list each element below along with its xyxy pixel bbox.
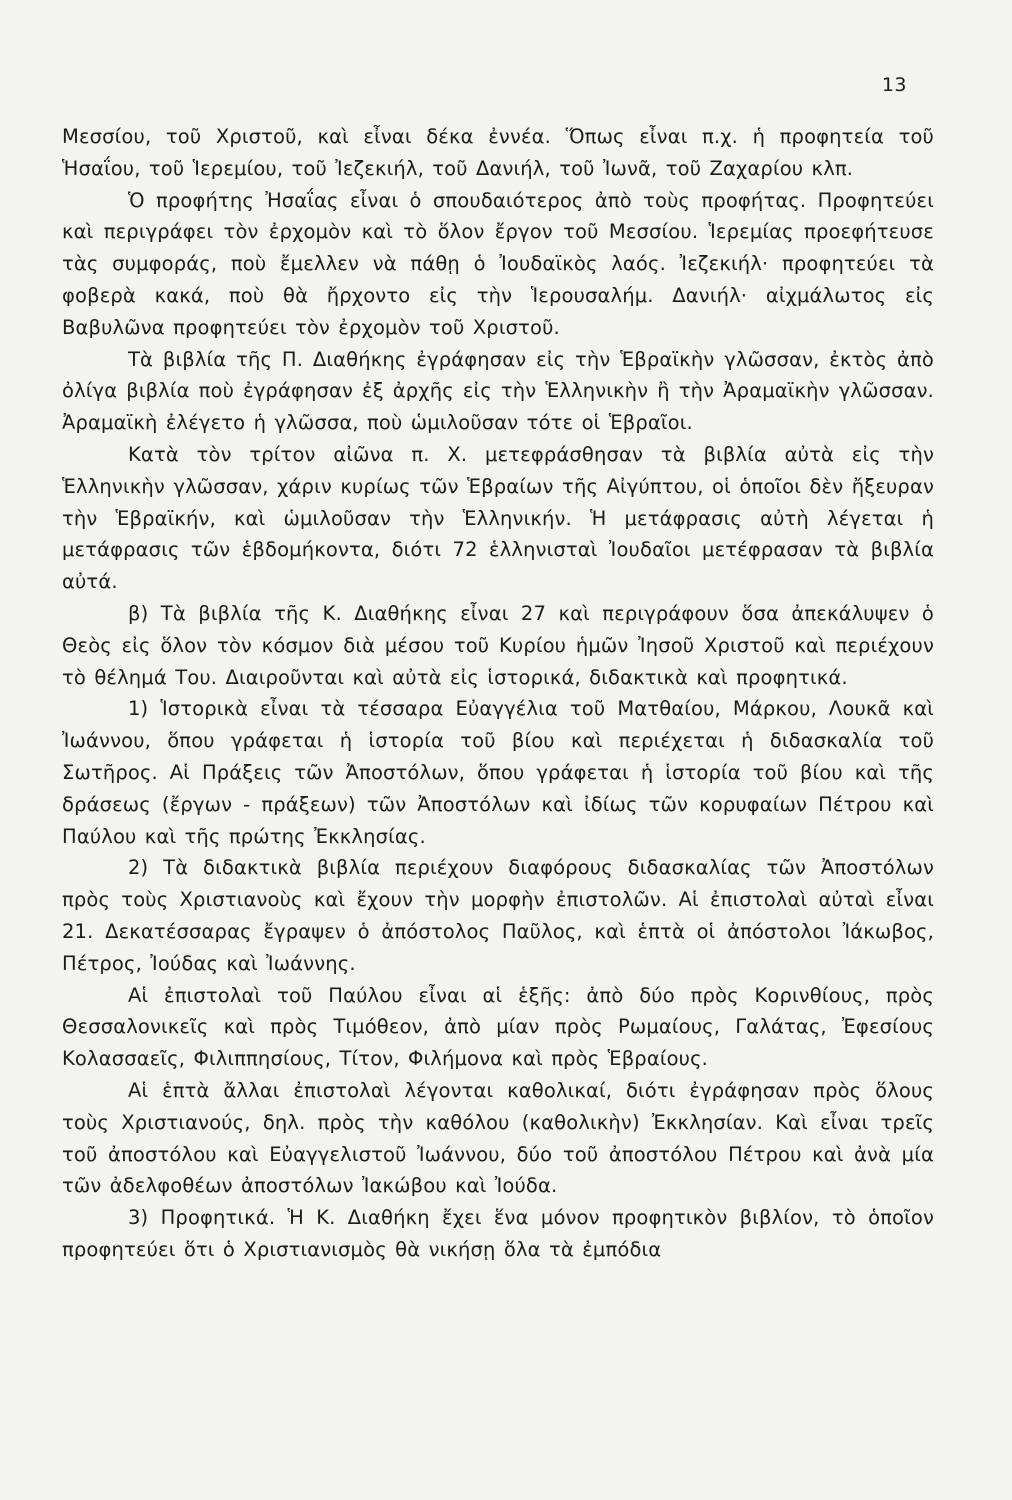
page-number: 13 xyxy=(881,74,907,96)
paragraph: 3) Προφητικά. Ἡ Κ. Διαθήκη ἔχει ἕνα μόνον προφητικὸν βιβλίον, τὸ ὁποῖον προφητεύει ὅτι ὁ Χριστιανισμὸς θὰ νικήσῃ ὅλα τὰ ἐμπόδια xyxy=(62,1206,934,1261)
paragraph: Αἱ ἑπτὰ ἄλλαι ἐπιστολαὶ λέγονται καθολικαί, διότι ἐγράφησαν πρὸς ὅλους τοὺς Χριστιανούς, δηλ. πρὸς τὴν καθόλου (καθολικὴν) Ἐκκλησίαν. Καὶ εἶναι τρεῖς τοῦ ἀποστόλου καὶ Εὐαγγελιστοῦ Ἰωάννου, δύο τοῦ ἀποστόλου Πέτρου καὶ ἀνὰ μία τῶν ἀδελφοθέων ἀποστόλων Ἰακώβου καὶ Ἰούδα. xyxy=(62,1078,934,1198)
paragraph: Τὰ βιβλία τῆς Π. Διαθήκης ἐγράφησαν εἰς τὴν Ἑβραϊκὴν γλῶσσαν, ἐκτὸς ἀπὸ ὀλίγα βιβλία ποὺ ἐγράφησαν ἐξ ἀρχῆς εἰς τὴν Ἑλληνικὴν ἢ τὴν Ἀραμαϊκὴν γλῶσσαν. Ἀραμαϊκὴ ἐλέγετο ἡ γλῶσσα, ποὺ ὡμιλοῦσαν τότε οἱ Ἑβραῖοι. xyxy=(62,347,934,435)
body-text xyxy=(62,121,934,1266)
paragraph: Ὁ προφήτης Ἠσαΐας εἶναι ὁ σπουδαιότερος ἀπὸ τοὺς προφήτας. Προφητεύει καὶ περιγράφει τὸν ἐρχομὸν καὶ τὸ ὅλον ἔργον τοῦ Μεσσίου. Ἱερεμίας προεφήτευσε τὰς συμφοράς, ποὺ ἔμελλεν νὰ πάθῃ ὁ Ἰουδαϊκὸς λαός. Ἰεζεκιήλ· προφητεύει τὰ φοβερὰ κακά, ποὺ θὰ ἤρχοντο εἰς τὴν Ἱερουσαλήμ. Δανιήλ· αἰχμάλωτος εἰς Βαβυλῶνα προφητεύει τὸν ἐρχομὸν τοῦ Χριστοῦ. xyxy=(62,188,934,339)
paragraph: 1) Ἱστορικὰ εἶναι τὰ τέσσαρα Εὐαγγέλια τοῦ Ματθαίου, Μάρκου, Λουκᾶ καὶ Ἰωάννου, ὅπου γράφεται ἡ ἱστορία τοῦ βίου καὶ περιέχεται ἡ διδασκαλία τοῦ Σωτῆρος. Αἱ Πράξεις τῶν Ἀποστόλων, ὅπου γράφεται ἡ ἱστορία τοῦ βίου καὶ τῆς δράσεως (ἔργων - πράξεων) τῶν Ἀποστόλων καὶ ἰδίως τῶν κορυφαίων Πέτρου καὶ Παύλου καὶ τῆς πρώτης Ἐκκλησίας. xyxy=(62,697,934,848)
paragraph: 2) Τὰ διδακτικὰ βιβλία περιέχουν διαφόρους διδασκαλίας τῶν Ἀποστόλων πρὸς τοὺς Χριστιανοὺς καὶ ἔχουν τὴν μορφὴν ἐπιστολῶν. Αἱ ἐπιστολαὶ αὐταὶ εἶναι 21. Δεκατέσσαρας ἔγραψεν ὁ ἀπόστολος Παῦλος, καὶ ἑπτὰ οἱ ἀπόστολοι Ἰάκωβος, Πέτρος, Ἰούδας καὶ Ἰωάννης. xyxy=(62,856,934,975)
paragraph: Κατὰ τὸν τρίτον αἰῶνα π. Χ. μετεφράσθησαν τὰ βιβλία αὐτὰ εἰς τὴν Ἑλληνικὴν γλῶσσαν, χάριν κυρίως τῶν Ἑβραίων τῆς Αἰγύπτου, οἱ ὁποῖοι δὲν ἤξευραν τὴν Ἑβραϊκήν, καὶ ὡμιλοῦσαν τὴν Ἑλληνικήν. Ἡ μετάφρασις αὐτὴ λέγεται ἡ μετάφρασις τῶν ἑβδομήκοντα, διότι 72 ἑλληνισταὶ Ἰουδαῖοι μετέφρασαν τὰ βιβλία αὐτά. xyxy=(62,442,934,594)
paragraph: Μεσσίου, τοῦ Χριστοῦ, καὶ εἶναι δέκα ἐννέα. Ὅπως εἶναι π.χ. ἡ προφητεία τοῦ Ἡσαΐου, τοῦ Ἱερεμίου, τοῦ Ἰεζεκιήλ, τοῦ Δανιήλ, τοῦ Ἰωνᾶ, τοῦ Ζαχαρίου κλπ. xyxy=(62,125,934,180)
paragraph: β) Τὰ βιβλία τῆς Κ. Διαθήκης εἶναι 27 καὶ περιγράφουν ὅσα ἀπεκάλυψεν ὁ Θεὸς εἰς ὅλον τὸν κόσμον διὰ μέσου τοῦ Κυρίου ἡμῶν Ἰησοῦ Χριστοῦ καὶ περιέχουν τὸ θέλημά Του. Διαιροῦνται καὶ αὐτὰ εἰς ἱστορικά, διδακτικὰ καὶ προφητικά. xyxy=(62,601,934,689)
paragraph: Αἱ ἐπιστολαὶ τοῦ Παύλου εἶναι αἱ ἑξῆς: ἀπὸ δύο πρὸς Κορινθίους, πρὸς Θεσσαλονικεῖς καὶ πρὸς Τιμόθεον, ἀπὸ μίαν πρὸς Ρωμαίους, Γαλάτας, Ἐφεσίους Κολασσαεῖς, Φιλιππησίους, Τίτον, Φιλήμονα καὶ πρὸς Ἑβραίους. xyxy=(62,983,934,1071)
